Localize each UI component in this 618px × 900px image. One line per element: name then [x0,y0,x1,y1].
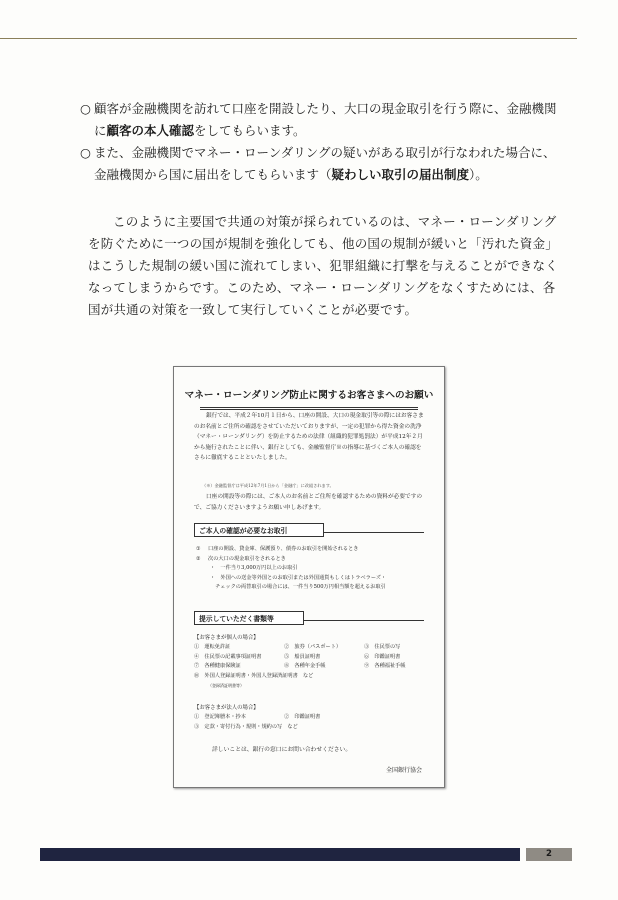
list-item: ② 次の大口の現金取引をされるとき [196,555,286,562]
bullet-text: 顧客が金融機関を訪れて口座を開設したり、大口の現金取引を行う際に、金融機関に [94,101,557,138]
bullet-bold-text: 顧客の本人確認 [106,123,195,138]
list-subitem: チェックの両替取引の場合には、一件当り500万円相当額を超えるお取引 [210,584,386,591]
notice-signature: 全国銀行協会 [385,767,422,774]
bullet-text: また、金融機関でマネー・ローンダリングの疑いがある取引が行なわれた場合に、金融機関から国に届出をしてもらいます（ [94,145,556,182]
notice-closing: 詳しいことは、銀行の窓口にお問い合わせください。 [212,747,352,753]
title-rule [200,407,418,410]
top-rule [0,38,577,39]
page-number: 2 [526,848,572,861]
individual-documents [194,643,434,691]
transaction-list [196,545,431,593]
section-rule [304,620,424,621]
bullet-text-end: ）。 [469,167,488,182]
bullet-bold-text: 疑わしい取引の届出制度 [331,167,470,182]
section-rule [324,532,424,533]
bullet-mark: ○ [80,101,91,116]
list-item: ③ 定款・寄付行為・規則・規約の写 など [194,723,298,730]
table-row: ④ 住民票の記載事項証明書 ⑤ 船員証明書 ⑥ 印鑑証明書 [194,653,401,660]
list-subitem: ・ 一件当り3,000万円以上のお取引 [210,565,298,572]
list-item: ① 口座の開設、貸金庫、保護預り、債券のお取引を開始されるとき [196,546,359,552]
body-paragraph: このように主要国で共通の対策が採られているのは、マネー・ローンダリングを防ぐために一つの国が規制を強化しても、他の国の規制が緩いと「汚れた資金」はこうした規制の緩い国に流れてしまい、犯罪組織に打撃を与えることができなくなってしまうからです。このため、マネー・ローンダリングをなくすためには、各国が共通の対策を一致して実行していくことが必要です。 [88,214,558,317]
corporate-label: 【お客さまが法人の場合】 [194,705,259,711]
notice-docs-request: 口座の開設等の際には、ご本人のお名前とご住所を確認するための資料が必要ですので、ご協力くださいますようお願い申しあげます。 [194,494,423,511]
bullet-item-suspicious [80,142,560,186]
notice-footnote: （※）金融監督庁は平成12年7月1日から「金融庁」に改組されます。 [202,483,334,488]
bullet-text-end: をしてもらいます。 [194,123,306,138]
list-subitem: ・ 外国への送金等外国とのお取引または外国通貨もしくはトラベラーズ・ [210,574,387,581]
list-note: （登録済証明書等） [208,683,244,689]
table-row: ① 運転免許証 ② 旅券（パスポート） ③ 住民票の写 [194,644,401,650]
bullet-mark: ○ [80,145,91,160]
individual-label: 【お客さまが個人の場合】 [194,635,259,641]
footer-bar [40,848,520,861]
bullet-item-identity [80,98,560,142]
notice-box [173,366,445,788]
section-heading-documents: 提示していただく書類等 [194,611,304,625]
table-row: ⑦ 各種健康保険証 ⑧ 各種年金手帳 ⑨ 各種福祉手帳 [194,663,406,670]
bullet-list [80,98,560,186]
table-row: ① 登記簿謄本・抄本 ② 印鑑証明書 [194,714,321,720]
notice-intro: 銀行では、平成２年10月１日から、口座の開設、大口の現金取引等の際にはお客さまのお名前とご住所の確認をさせていただいておりますが、一定の犯罪から得た資金の洗浄（マネー・ローンダリング）を防止するための法律（組織的犯罪処罰法）が平成12年２月から施行されたことに伴い、銀行としても、金融監督庁※の指導に基づくご本人の確認をさらに徹底することといたしました。 [194,413,424,462]
section-heading-transactions: ご本人の確認が必要なお取引 [194,523,324,537]
corporate-documents [194,713,434,732]
notice-title: マネー・ローンダリング防止に関するお客さまへのお願い [184,390,434,401]
list-item: ⑩ 外国人登録証明書・外国人登録済証明書 など [194,672,314,679]
